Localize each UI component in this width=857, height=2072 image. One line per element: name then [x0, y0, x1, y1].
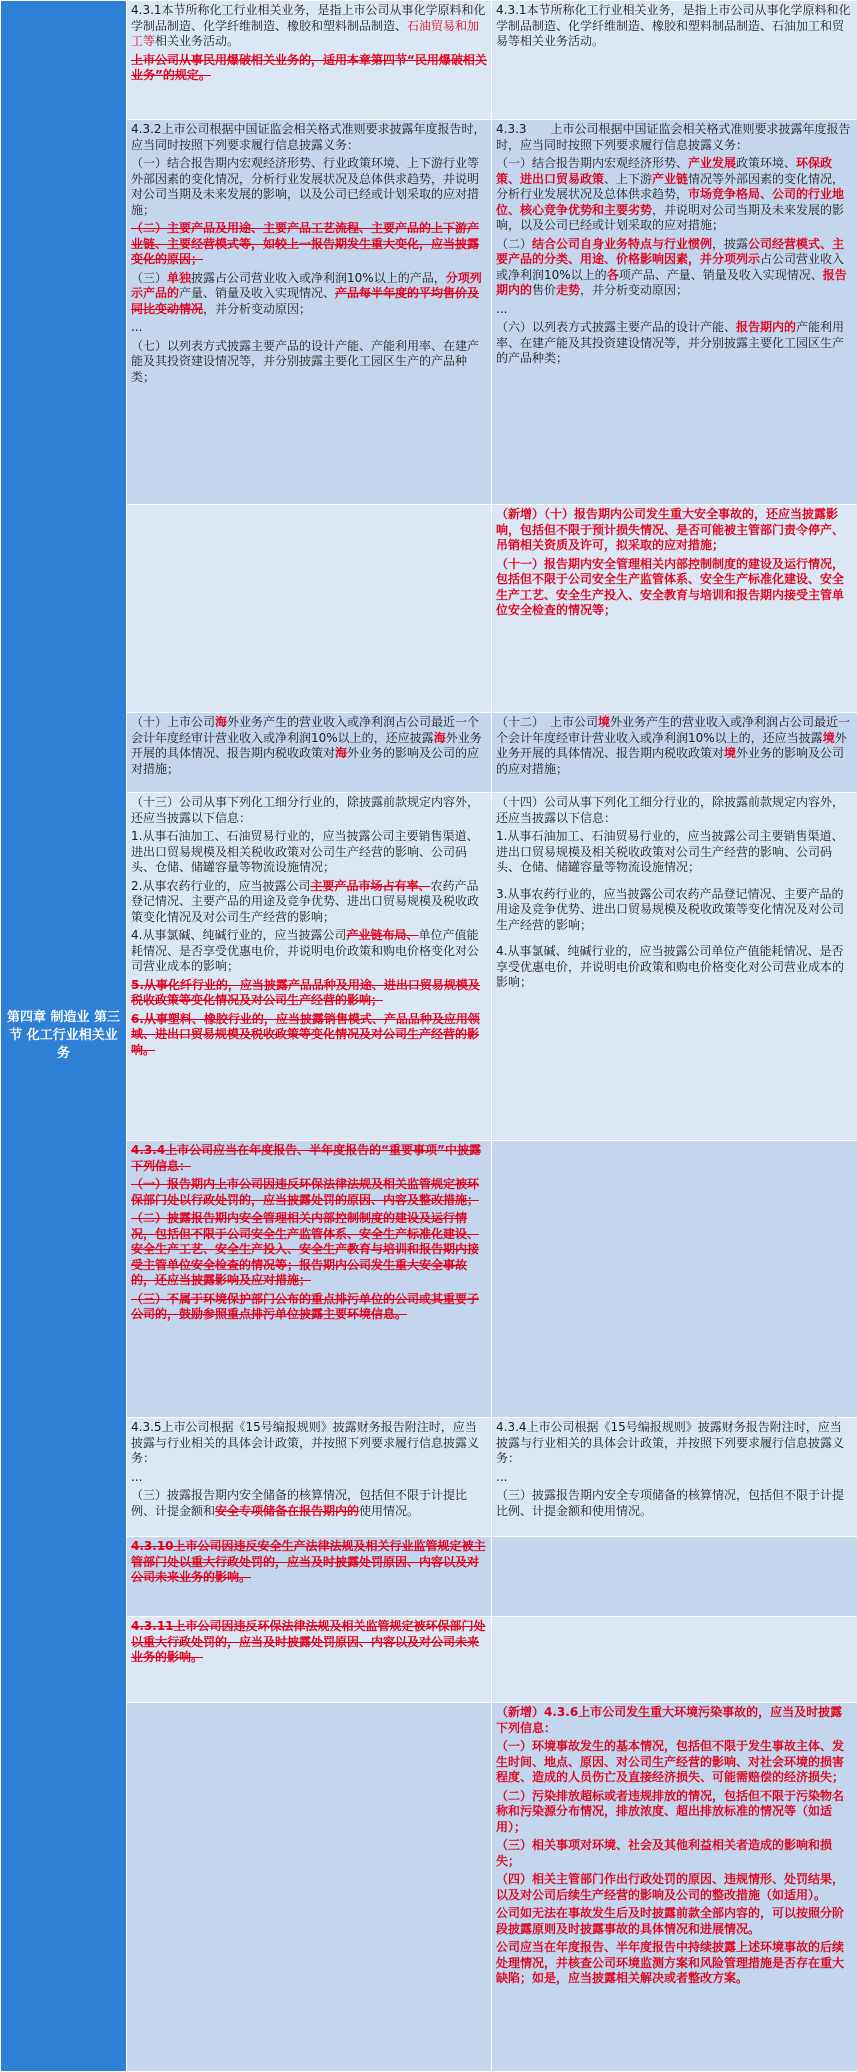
clause-text: 3.从事农药行业的，应当披露公司农药产品登记情况、主要产品的用途及竞争优势、进出口贸易规模及税收政策等变化情况及对公司生产经营的影响；: [496, 887, 844, 932]
deleted-text: 4.3.10上市公司因违反安全生产法律法规及相关行业监管规定被主管部门处以重大行政处罚的，应当及时披露处罚原因、内容以及对公司未来业务的影响。: [131, 1539, 486, 1584]
clause-text: 相关业务活动。: [155, 34, 239, 48]
table-row: [1, 505, 857, 713]
clause-paragraph: [496, 829, 853, 876]
changed-text: 公司如无法在事故发生后及时披露前款全部内容的，可以按照分阶段披露原则及时披露事故的具体情况和进展情况。: [496, 1906, 844, 1936]
deleted-text: 5.从事化纤行业的，应当披露产品品种及用途、进出口贸易规模及税收政策等变化情况及对公司生产经营的影响；: [131, 978, 480, 1008]
clause-text: 4.3.3 上市公司根据中国证监会相关格式准则要求披露年度报告时，应当同时按照下列要求履行信息披露义务：: [496, 122, 851, 152]
paragraph-spacer: [496, 879, 853, 887]
changed-text: （新增）4.3.6上市公司发生重大环境污染事故的，应当及时披露下列信息：: [496, 1705, 842, 1735]
original-clause-cell: [127, 1617, 492, 1703]
clause-paragraph: [131, 928, 487, 975]
clause-paragraph: [131, 156, 487, 218]
clause-paragraph: [131, 1012, 487, 1059]
changed-text: （新增）（十）报告期内公司发生重大安全事故的，还应当披露影响，包括但不限于预计损失情况、是否可能被主管部门责令停产、吊销相关资质及许可，拟采取的应对措施；: [496, 507, 844, 552]
clause-text: 1.从事石油加工、石油贸易行业的，应当披露公司主要销售渠道、进出口贸易规模及相关税收政策对公司生产经营的影响、公司码头、仓储、储罐容量等物流设施情况；: [131, 829, 478, 874]
deleted-text: 上市公司从事民用爆破相关业务的，适用本章第四节“民用爆破相关业务”的规定。: [131, 53, 487, 83]
clause-paragraph: [131, 271, 487, 318]
clause-paragraph: [131, 339, 487, 386]
clause-text: ，并说明对公司当期及未来发展的影响，以及公司已经或计划采取的应对措施；: [496, 203, 844, 233]
revised-clause-cell: [492, 1537, 857, 1617]
clause-paragraph: [496, 1739, 853, 1786]
clause-paragraph: [496, 507, 853, 554]
deleted-text: 主要产品市场占有率、: [310, 879, 430, 893]
deleted-text: 4.3.4上市公司应当在年度报告、半年度报告的“重要事项”中披露下列信息：: [131, 1143, 481, 1173]
clause-paragraph: [131, 3, 487, 50]
changed-text: 环保政策、进出口贸易政策: [496, 156, 832, 186]
clause-paragraph: [496, 1470, 853, 1486]
changed-text: 市场竞争格局、公司的行业地位、核心竞争优势和主要劣势: [496, 187, 844, 217]
clause-paragraph: [131, 221, 487, 268]
clause-text: 、上下游: [604, 172, 652, 186]
clause-text: 产量、销量及收入实现情况、: [179, 286, 335, 300]
clause-paragraph: [496, 1906, 853, 1937]
clause-paragraph: [131, 1211, 487, 1289]
changed-text: （四）相关主管部门作出行政处罚的原因、违规情形、处罚结果，以及对公司后续生产经营的影响及公司的整改措施（如适用）。: [496, 1872, 844, 1902]
clause-text: 售价: [532, 283, 556, 297]
clause-text: ，并分析变动原因；: [580, 283, 688, 297]
clause-paragraph: [496, 1705, 853, 1736]
clause-text: 4.3.2上市公司根据中国证监会相关格式准则要求披露年度报告时，应当同时按照下列要求履行信息披露义务：: [131, 122, 486, 152]
revised-clause-cell: [492, 1418, 857, 1537]
revised-clause-cell: [492, 1141, 857, 1418]
revised-clause-cell: [492, 1, 857, 120]
clause-text: 披露占公司营业收入或净利润10%以上的产品，: [191, 271, 446, 285]
clause-paragraph: [496, 302, 853, 318]
changed-text: 公司经营模式、主要产品的分类、用途、价格影响因素，并分项列示: [496, 237, 844, 267]
changed-text: （十一）报告期内安全管理相关内部控制制度的建设及运行情况，包括但不限于公司安全生产监管体系、安全生产标准化建设、安全生产工艺、安全生产投入、安全教育与培训和报告期内接受主管单位安全检查的情况等；: [496, 557, 844, 618]
changed-text: 境: [598, 715, 610, 729]
clause-text: ，并分析变动原因；: [203, 302, 311, 316]
clause-paragraph: [131, 1488, 487, 1519]
clause-paragraph: [496, 795, 853, 826]
clause-text: 2.从事农药行业的，应当披露公司: [131, 879, 310, 893]
deleted-text: （二）主要产品及用途、主要产品工艺流程、主要产品的上下游产业链、主要经营模式等，如较上一报告期发生重大变化，应当披露变化的原因；: [131, 221, 479, 266]
clause-text: 4.3.1本节所称化工行业相关业务，是指上市公司从事化学原料和化学制品制造、化学纤维制造、橡胶和塑料制品制造、石油加工和贸易等相关业务活动。: [496, 3, 851, 48]
original-clause-cell: [127, 120, 492, 505]
clause-text: ...: [131, 320, 142, 334]
changed-text: 海: [335, 746, 347, 760]
clause-paragraph: [496, 320, 853, 367]
clause-text: 政策环境、: [736, 156, 796, 170]
section-label-cell: [1, 1, 127, 2072]
table-row: [1, 1537, 857, 1617]
clause-text: （一）结合报告期内宏观经济形势、: [496, 156, 688, 170]
clause-paragraph: [496, 887, 853, 934]
clause-text: 4.3.1本节所称化工行业相关业务，是指上市公司从事化学原料和化学制品制造、化学纤维制造、橡胶和塑料制品制造、: [131, 3, 486, 33]
revised-clause-cell: [492, 1703, 857, 2072]
clause-text: （三）披露报告期内安全储备的核算情况，包括但不限于计提比例、计提金额和: [131, 1488, 467, 1518]
changed-text: 石油贸易和加工等: [131, 19, 479, 49]
table-body: [1, 1, 857, 2072]
clause-text: （十）上市公司: [131, 715, 215, 729]
original-clause-cell: [127, 505, 492, 713]
table-row: [1, 120, 857, 505]
section-label: 第四章 制造业 第三节 化工行业相关业务: [7, 1010, 120, 1061]
changed-text: 分项列示产品的: [131, 271, 482, 301]
clause-text: 外业务开展的具体情况、报告期内税收政策对: [496, 731, 847, 761]
clause-text: ...: [131, 1470, 142, 1484]
clause-paragraph: [496, 122, 853, 153]
clause-text: （二）: [496, 237, 532, 251]
clause-paragraph: [496, 1420, 853, 1467]
clause-paragraph: [131, 879, 487, 926]
clause-text: 产能利用率、在建产能及其投资建设情况等，并分别披露主要化工园区生产的产品种类；: [496, 320, 844, 365]
clause-text: ...: [496, 1470, 507, 1484]
clause-paragraph: [131, 795, 487, 826]
clause-paragraph: [496, 1488, 853, 1519]
deleted-text: （二）披露报告期内安全管理相关内部控制制度的建设及运行情况，包括但不限于公司安全生产监管体系、安全生产标准化建设、安全生产工艺、安全生产投入、安全生产教育与培训和报告期内接受主管单位安全检查的情况等；报告期内公司发生重大安全事故的，还应当披露影响及应对措施；: [131, 1211, 479, 1287]
revised-clause-cell: [492, 793, 857, 1141]
clause-paragraph: [131, 122, 487, 153]
clause-paragraph: [131, 1420, 487, 1467]
changed-text: 报告期内的: [496, 268, 847, 298]
changed-text: （二）污染排放超标或者违规排放的情况，包括但不限于污染物名称和污染源分布情况，排放浓度、超出排放标准的情况等（如适用）；: [496, 1789, 844, 1834]
clause-paragraph: [131, 1539, 487, 1586]
clause-text: （十四）公司从事下列化工细分行业的，除披露前款规定内容外，还应当披露以下信息：: [496, 795, 844, 825]
revised-clause-cell: [492, 713, 857, 793]
clause-paragraph: [131, 320, 487, 336]
changed-text: 走势: [556, 283, 580, 297]
clause-paragraph: [496, 1940, 853, 1987]
changed-text: 产业发展: [688, 156, 736, 170]
changed-text: 境: [823, 731, 835, 745]
changed-text: （三）相关事项对环境、社会及其他利益相关者造成的影响和损失；: [496, 1838, 832, 1868]
revised-clause-cell: [492, 1617, 857, 1703]
clause-text: 4.从事氯碱、纯碱行业的，应当披露公司单位产值能耗情况、是否享受优惠电价，并说明电价政策和购电价格变化对公司营业成本的影响；: [496, 944, 844, 989]
clause-paragraph: [496, 1872, 853, 1903]
clause-paragraph: [131, 1292, 487, 1323]
changed-text: 境: [724, 746, 736, 760]
revised-clause-cell: [492, 505, 857, 713]
original-clause-cell: [127, 713, 492, 793]
deleted-text: 6.从事塑料、橡胶行业的，应当披露销售模式、产品品种及应用领域、进出口贸易规模及税收政策等变化情况及对公司生产经营的影响。: [131, 1012, 480, 1057]
original-clause-cell: [127, 1537, 492, 1617]
clause-text: 使用情况。: [359, 1504, 419, 1518]
clause-paragraph: [496, 3, 853, 50]
clause-paragraph: [496, 237, 853, 299]
clause-paragraph: [131, 1177, 487, 1208]
table-row: [1, 1, 857, 120]
clause-text: 4.3.5上市公司根据《15号编报规则》披露财务报告附注时，应当披露与行业相关的具体会计政策，并按照下列要求履行信息披露义务：: [131, 1420, 479, 1465]
clause-text: 外业务的影响及公司的应对措施；: [496, 746, 844, 776]
changed-text: 公司应当在年度报告、半年度报告中持续披露上述环境事故的后续处理情况，并核查公司环境监测方案和风险管理措施是否存在重大缺陷；如是，应当披露相关解决或者整改方案。: [496, 1940, 844, 1985]
deleted-text: 产品每半年度的平均售价及同比变动情况: [131, 286, 479, 316]
clause-paragraph: [496, 156, 853, 234]
clause-text: （十三）公司从事下列化工细分行业的，除披露前款规定内容外，还应当披露以下信息：: [131, 795, 479, 825]
changed-text: 产业链: [652, 172, 688, 186]
clause-paragraph: [131, 978, 487, 1009]
original-clause-cell: [127, 1, 492, 120]
table-row: [1, 1141, 857, 1418]
clause-paragraph: [496, 557, 853, 619]
clause-text: 占公司营业收入或净利润10%以上的: [496, 252, 844, 282]
clause-text: ...: [496, 302, 507, 316]
clause-paragraph: [496, 944, 853, 991]
original-clause-cell: [127, 1141, 492, 1418]
table-row: [1, 793, 857, 1141]
clause-paragraph: [496, 1789, 853, 1836]
clause-paragraph: [131, 1619, 487, 1666]
deleted-text: （一）报告期内上市公司因违反环保法律法规及相关监管规定被环保部门处以行政处罚的，应当披露处罚的原因、内容及整改措施；: [131, 1177, 479, 1207]
clause-text: 外业务产生的营业收入或净利润占公司最近一个会计年度经审计营业收入或净利润10%以上的，还应当披露: [496, 715, 850, 745]
clause-text: （七）以列表方式披露主要产品的设计产能、产能利用率、在建产能及其投资建设情况等，并分别披露主要化工园区生产的产品种类；: [131, 339, 479, 384]
clause-text: 外业务开展的具体情况、报告期内税收政策对: [131, 731, 482, 761]
clause-text: （十二） 上市公司: [496, 715, 598, 729]
clause-paragraph: [131, 715, 487, 777]
clause-text: （一）结合报告期内宏观经济形势、行业政策环境、上下游行业等外部因素的变化情况，分析行业发展状况及总体供求趋势，并说明对公司当期及未来发展的影响，以及公司已经或计划采取的应对措施；: [131, 156, 479, 217]
clause-text: （六）以列表方式披露主要产品的设计产能、: [496, 320, 736, 334]
deleted-text: （三）不属于环境保护部门公布的重点排污单位的公司或其重要子公司的，鼓励参照重点排污单位披露主要环境信息。: [131, 1292, 479, 1322]
clause-paragraph: [131, 53, 487, 84]
original-clause-cell: [127, 1418, 492, 1537]
changed-text: 海: [215, 715, 227, 729]
deleted-text: 安全专项储备在报告期内的: [215, 1504, 359, 1518]
clause-text: 单位产值能耗情况、是否享受优惠电价，并说明电价政策和购电价格变化对公司营业成本的影响；: [131, 928, 479, 973]
clause-text: 情况等外部因素的变化情况，分析行业发展状况及总体供求趋势，: [496, 172, 844, 202]
revised-clause-cell: [492, 120, 857, 505]
table-row: [1, 713, 857, 793]
changed-text: 单独: [167, 271, 191, 285]
clause-text: 项产品、产量、销量及收入实现情况、: [619, 268, 823, 282]
original-clause-cell: [127, 793, 492, 1141]
clause-text: 1.从事石油加工、石油贸易行业的，应当披露公司主要销售渠道、进出口贸易规模及相关税收政策对公司生产经营的影响、公司码头、仓储、储罐容量等物流设施情况；: [496, 829, 843, 874]
clause-paragraph: [131, 1143, 487, 1174]
paragraph-spacer: [496, 936, 853, 944]
clause-text: 4.3.4上市公司根据《15号编报规则》披露财务报告附注时，应当披露与行业相关的具体会计政策，并按照下列要求履行信息披露义务：: [496, 1420, 844, 1465]
changed-text: （一）环境事故发生的基本情况，包括但不限于发生事故主体、发生时间、地点、原因、对公司生产经营的影响、对社会环境的损害程度、造成的人员伤亡及直接经济损失、可能需赔偿的经济损失；: [496, 1739, 844, 1784]
changed-text: 报告期内的: [736, 320, 796, 334]
clause-text: 外业务的影响及公司的应对措施；: [131, 746, 479, 776]
clause-paragraph: [131, 829, 487, 876]
clause-text: 4.从事氯碱、纯碱行业的，应当披露公司: [131, 928, 346, 942]
clause-text: ，披露: [712, 237, 748, 251]
table-row: [1, 1418, 857, 1537]
clause-paragraph: [496, 715, 853, 777]
changed-text: 各: [607, 268, 619, 282]
deleted-text: 4.3.11上市公司因违反环保法律法规及相关监管规定被环保部门处以重大行政处罚的，应当及时披露处罚原因、内容以及对公司未来业务的影响。: [131, 1619, 486, 1664]
changed-text: 海: [434, 731, 446, 745]
clause-paragraph: [496, 1838, 853, 1869]
clause-text: 外业务产生的营业收入或净利润占公司最近一个会计年度经审计营业收入或净利润10%以上的，还应披露: [131, 715, 479, 745]
clause-text: （三）: [131, 271, 167, 285]
clause-text: （三）披露报告期内安全专项储备的核算情况，包括但不限于计提比例、计提金额和使用情况。: [496, 1488, 844, 1518]
original-clause-cell: [127, 1703, 492, 2072]
changed-text: 结合公司自身业务特点与行业惯例: [532, 237, 712, 251]
table-row: [1, 1617, 857, 1703]
clause-text: 农药产品登记情况、主要产品的用途及竞争优势、进出口贸易规模及税收政策变化情况及对公司生产经营的影响；: [131, 879, 479, 924]
deleted-text: 产业链布局、: [346, 928, 418, 942]
clause-paragraph: [131, 1470, 487, 1486]
table-row: [1, 1703, 857, 2072]
